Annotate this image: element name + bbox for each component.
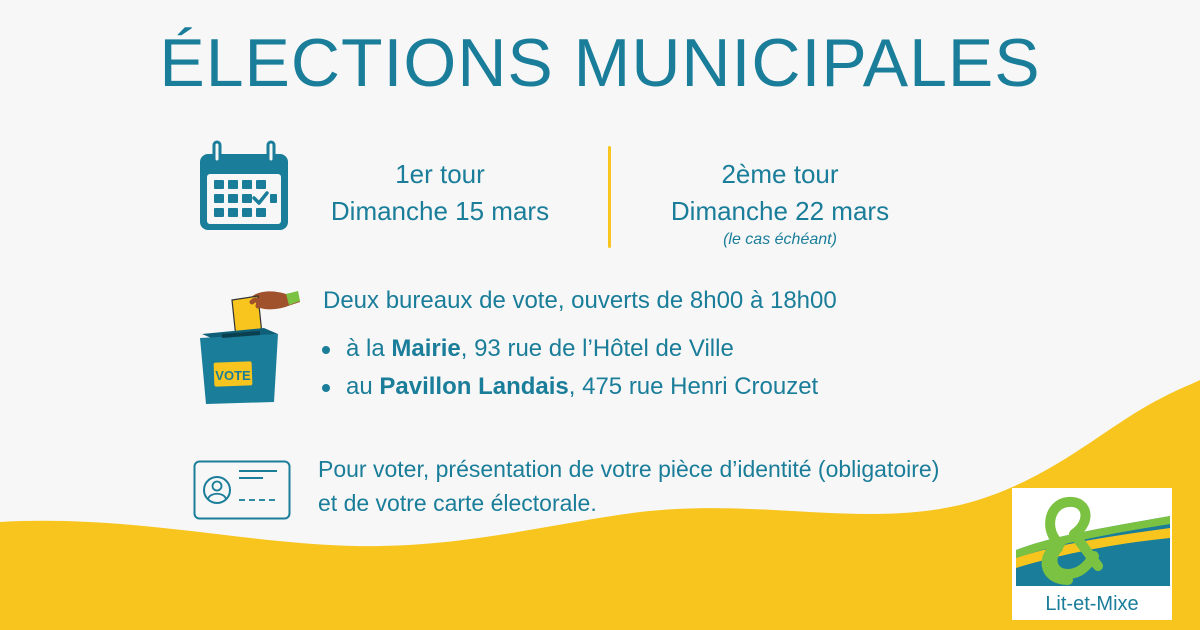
identity-requirement xyxy=(318,452,1098,520)
id-card-icon xyxy=(193,460,291,520)
ballot-box-label: VOTE xyxy=(215,368,251,383)
page-title: ÉLECTIONS MUNICIPALES xyxy=(159,25,1041,101)
polling-station-item: au Pavillon Landais, 475 rue Henri Crouzet xyxy=(320,368,818,406)
town-logo xyxy=(1012,488,1172,620)
rounds-divider xyxy=(608,146,611,248)
ampersand-landscape-icon xyxy=(1012,488,1172,588)
first-round xyxy=(300,156,580,230)
second-round-date: Dimanche 22 mars xyxy=(670,196,890,226)
polling-station-address: , 475 rue Henri Crouzet xyxy=(568,373,819,400)
second-round xyxy=(630,156,930,250)
identity-line-1: Pour voter, présentation de votre pièce d’identité (obligatoire) xyxy=(318,456,940,482)
ballot-box-icon xyxy=(194,288,304,406)
first-round-label: 1er tour xyxy=(395,159,485,189)
polling-stations-title: Deux bureaux de vote, ouverts de 8h00 à 18h00 xyxy=(323,287,837,314)
calendar-icon xyxy=(196,140,292,234)
identity-line-2: et de votre carte électorale. xyxy=(318,490,597,516)
polling-stations-list xyxy=(320,330,818,406)
polling-station-name: Mairie xyxy=(391,335,461,362)
second-round-note: (le cas échéant) xyxy=(723,231,837,248)
first-round-date: Dimanche 15 mars xyxy=(330,196,550,226)
polling-station-item: à la Mairie, 93 rue de l’Hôtel de Ville xyxy=(320,330,818,368)
polling-station-address: , 93 rue de l’Hôtel de Ville xyxy=(460,335,734,362)
town-name: Lit-et-Mixe xyxy=(1045,593,1139,615)
second-round-label: 2ème tour xyxy=(721,159,839,189)
polling-station-name: Pavillon Landais xyxy=(379,373,569,400)
